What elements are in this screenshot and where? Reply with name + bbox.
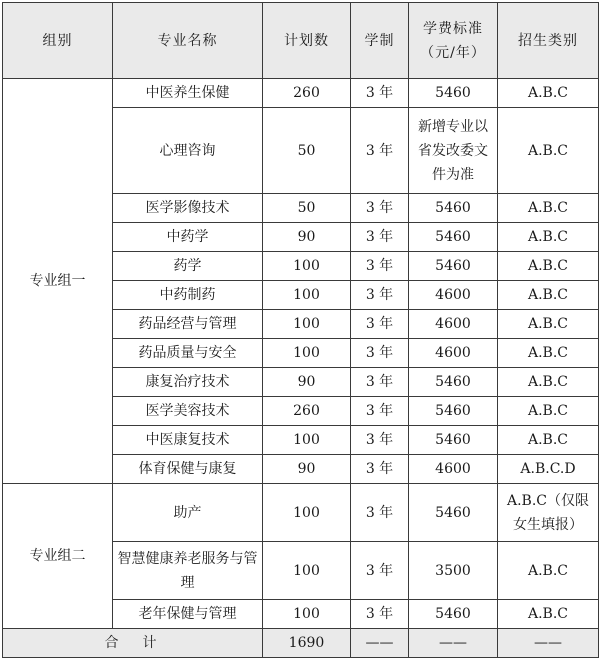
plan-cell: 260 <box>263 397 351 426</box>
plan-cell: 100 <box>263 252 351 281</box>
duration-cell: 3 年 <box>351 455 409 484</box>
duration-cell: 3 年 <box>351 484 409 542</box>
duration-cell: 3 年 <box>351 368 409 397</box>
category-cell: A.B.C <box>498 281 599 310</box>
duration-cell: 3 年 <box>351 600 409 629</box>
header-major: 专业名称 <box>113 3 263 79</box>
category-cell: A.B.C <box>498 79 599 108</box>
duration-cell: 3 年 <box>351 542 409 600</box>
major-cell: 智慧健康养老服务与管理 <box>113 542 263 600</box>
total-plan: 1690 <box>263 629 351 658</box>
duration-cell: 3 年 <box>351 397 409 426</box>
major-cell: 医学美容技术 <box>113 397 263 426</box>
major-cell: 中药学 <box>113 223 263 252</box>
duration-cell: 3 年 <box>351 426 409 455</box>
duration-cell: 3 年 <box>351 339 409 368</box>
major-cell: 康复治疗技术 <box>113 368 263 397</box>
category-cell: A.B.C <box>498 194 599 223</box>
header-plan: 计划数 <box>263 3 351 79</box>
header-row <box>3 3 599 79</box>
table-row <box>3 79 599 108</box>
group-cell: 专业组一 <box>3 79 113 484</box>
fee-cell: 5460 <box>409 79 498 108</box>
major-cell: 中药制药 <box>113 281 263 310</box>
category-cell: A.B.C <box>498 600 599 629</box>
plan-cell: 90 <box>263 455 351 484</box>
total-label: 合计 <box>3 629 263 658</box>
total-duration: —— <box>351 629 409 658</box>
major-cell: 中医养生保健 <box>113 79 263 108</box>
plan-cell: 100 <box>263 339 351 368</box>
fee-cell: 4600 <box>409 281 498 310</box>
plan-cell: 90 <box>263 368 351 397</box>
table-body <box>3 79 599 658</box>
category-cell: A.B.C（仅限女生填报） <box>498 484 599 542</box>
enrollment-table <box>2 2 599 658</box>
major-cell: 体育保健与康复 <box>113 455 263 484</box>
duration-cell: 3 年 <box>351 194 409 223</box>
category-cell: A.B.C <box>498 368 599 397</box>
header-category: 招生类别 <box>498 3 599 79</box>
total-category: —— <box>498 629 599 658</box>
duration-cell: 3 年 <box>351 108 409 194</box>
category-cell: A.B.C <box>498 542 599 600</box>
duration-cell: 3 年 <box>351 223 409 252</box>
major-cell: 心理咨询 <box>113 108 263 194</box>
table-row <box>3 484 599 542</box>
duration-cell: 3 年 <box>351 79 409 108</box>
fee-cell: 5460 <box>409 252 498 281</box>
header-group: 组别 <box>3 3 113 79</box>
plan-cell: 100 <box>263 310 351 339</box>
fee-cell: 5460 <box>409 600 498 629</box>
fee-cell: 5460 <box>409 426 498 455</box>
major-cell: 药学 <box>113 252 263 281</box>
major-cell: 老年保健与管理 <box>113 600 263 629</box>
category-cell: A.B.C <box>498 223 599 252</box>
plan-cell: 100 <box>263 600 351 629</box>
fee-cell: 4600 <box>409 455 498 484</box>
category-cell: A.B.C.D <box>498 455 599 484</box>
category-cell: A.B.C <box>498 108 599 194</box>
fee-cell: 新增专业以省发改委文件为准 <box>409 108 498 194</box>
plan-cell: 260 <box>263 79 351 108</box>
duration-cell: 3 年 <box>351 281 409 310</box>
major-cell: 药品质量与安全 <box>113 339 263 368</box>
plan-cell: 90 <box>263 223 351 252</box>
total-fee: —— <box>409 629 498 658</box>
category-cell: A.B.C <box>498 426 599 455</box>
plan-cell: 100 <box>263 426 351 455</box>
duration-cell: 3 年 <box>351 310 409 339</box>
category-cell: A.B.C <box>498 252 599 281</box>
major-cell: 助产 <box>113 484 263 542</box>
plan-cell: 50 <box>263 194 351 223</box>
category-cell: A.B.C <box>498 310 599 339</box>
total-row <box>3 629 599 658</box>
plan-cell: 100 <box>263 484 351 542</box>
plan-cell: 50 <box>263 108 351 194</box>
header-fee: 学费标准（元/年） <box>409 3 498 79</box>
fee-cell: 5460 <box>409 397 498 426</box>
duration-cell: 3 年 <box>351 252 409 281</box>
major-cell: 药品经营与管理 <box>113 310 263 339</box>
major-cell: 中医康复技术 <box>113 426 263 455</box>
header-duration: 学制 <box>351 3 409 79</box>
group-cell: 专业组二 <box>3 484 113 629</box>
fee-cell: 3500 <box>409 542 498 600</box>
fee-cell: 5460 <box>409 484 498 542</box>
major-cell: 医学影像技术 <box>113 194 263 223</box>
category-cell: A.B.C <box>498 397 599 426</box>
category-cell: A.B.C <box>498 339 599 368</box>
plan-cell: 100 <box>263 281 351 310</box>
fee-cell: 4600 <box>409 339 498 368</box>
fee-cell: 5460 <box>409 368 498 397</box>
fee-cell: 4600 <box>409 310 498 339</box>
fee-cell: 5460 <box>409 223 498 252</box>
fee-cell: 5460 <box>409 194 498 223</box>
plan-cell: 100 <box>263 542 351 600</box>
